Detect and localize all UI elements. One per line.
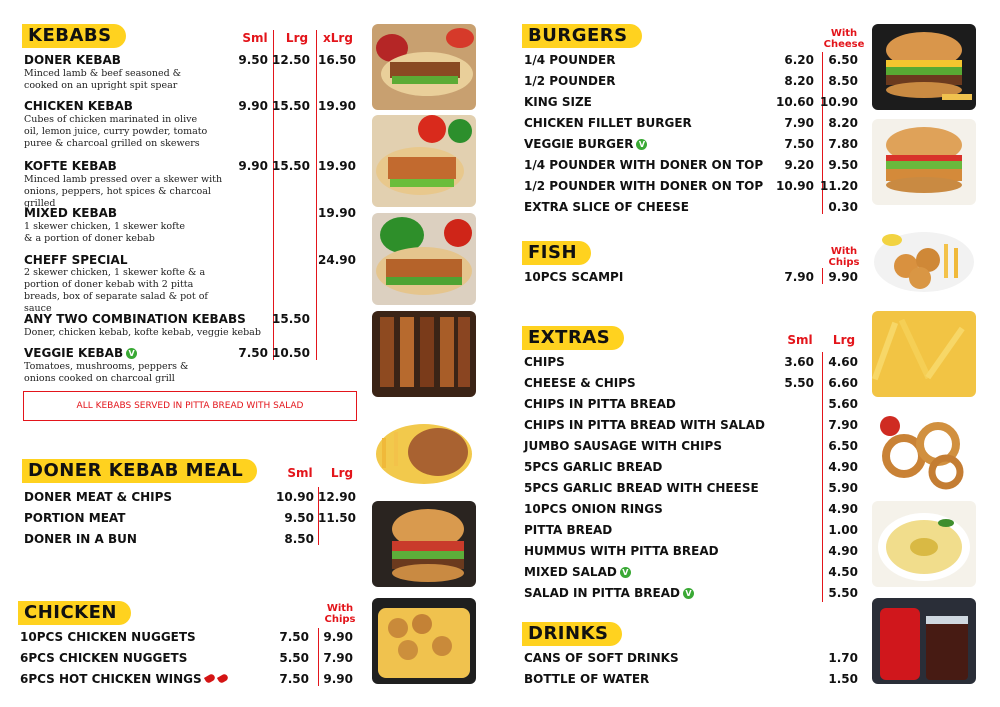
kebabs-banner: KEBABS [22, 24, 126, 48]
chili-icon [204, 673, 216, 684]
menu-item-name: 6PCS CHICKEN NUGGETS [20, 651, 188, 665]
menu-item-name: CHICKEN KEBAB [24, 99, 133, 113]
menu-item-name: CHEESE & CHIPS [524, 376, 636, 390]
price-lrg: 11.20 [820, 179, 858, 193]
menu-item-desc: Cubes of chicken marinated in olive oil, lemon juice, curry powder, tomato puree & charcoal grilled on skewers [24, 114, 208, 149]
chicken-wrap-photo [372, 115, 476, 207]
price-sml: 9.90 [238, 99, 268, 113]
vegetarian-icon: V [636, 139, 647, 150]
kebabs-note: ALL KEBABS SERVED IN PITTA BREAD WITH SALAD [23, 391, 357, 421]
menu-item-name: DONER IN A BUN [24, 532, 137, 546]
menu-item-name: 10PCS ONION RINGS [524, 502, 663, 516]
chili-icon [217, 673, 229, 684]
price-lrg: 4.60 [828, 355, 858, 369]
menu-item-desc: Minced lamb & beef seasoned & cooked on an upright spit spear [24, 68, 182, 91]
price-lrg: 7.90 [323, 651, 353, 665]
price-lrg: 6.60 [828, 376, 858, 390]
menu-item-name: 5PCS GARLIC BREAD [524, 460, 663, 474]
menu-item-name: 5PCS GARLIC BREAD WITH CHEESE [524, 481, 759, 495]
menu-item-label: SALAD IN PITTA BREAD [524, 586, 680, 600]
price-lrg: 15.50 [272, 159, 310, 173]
chicken-banner: CHICKEN [18, 601, 131, 625]
menu-item-name: 1/4 POUNDER [524, 53, 616, 67]
price-sml: 10.90 [276, 490, 314, 504]
kebabs-header-sml: Sml [242, 31, 268, 45]
price-sml: 6.20 [784, 53, 814, 67]
kebabs-header-lrg: Lrg [285, 31, 309, 45]
price-lrg: 1.70 [828, 651, 858, 665]
price-sml: 7.90 [784, 270, 814, 284]
doner-meal-banner: DONER KEBAB MEAL [22, 459, 257, 483]
menu-item-name: MIXED KEBAB [24, 206, 118, 220]
menu-item-name: PORTION MEAT [24, 511, 126, 525]
price-lrg: 9.90 [323, 630, 353, 644]
menu-item-name: DONER KEBAB [24, 53, 121, 67]
price-sml: 9.50 [238, 53, 268, 67]
menu-item-label: MIXED SALAD [524, 565, 617, 579]
price-lrg: 4.50 [828, 565, 858, 579]
price-sml: 7.50 [784, 137, 814, 151]
price-lrg: 7.90 [828, 418, 858, 432]
menu-item-name [24, 346, 137, 360]
fish-banner: FISH [522, 241, 591, 265]
menu-item-name: BOTTLE OF WATER [524, 672, 650, 686]
burger-photo [372, 501, 476, 587]
skewers-photo [372, 311, 476, 397]
price-sml: 10.90 [776, 179, 814, 193]
price-lrg: 6.50 [828, 439, 858, 453]
price-lrg: 11.50 [318, 511, 356, 525]
price-lrg: 12.50 [272, 53, 310, 67]
chicken-burger-photo [872, 119, 976, 205]
price-lrg: 5.90 [828, 481, 858, 495]
price-lrg: 12.90 [318, 490, 356, 504]
menu-item-desc: Doner, chicken kebab, kofte kebab, veggie kebab [24, 327, 261, 338]
price-sml: 5.50 [784, 376, 814, 390]
menu-item-name: JUMBO SAUSAGE WITH CHIPS [524, 439, 722, 453]
menu-item-name: EXTRA SLICE OF CHEESE [524, 200, 689, 214]
extras-banner: EXTRAS [522, 326, 624, 350]
drinks-banner: DRINKS [522, 622, 622, 646]
price-sml: 9.50 [284, 511, 314, 525]
extras-header-sml: Sml [787, 333, 813, 347]
price-lrg: 7.80 [828, 137, 858, 151]
menu-item-desc: Tomatoes, mushrooms, peppers & onions cooked on charcoal grill [24, 361, 189, 384]
price-sml: 10.60 [776, 95, 814, 109]
kebabs-divider-1 [273, 30, 274, 360]
menu-item-name: PITTA BREAD [524, 523, 613, 537]
price-lrg: 5.50 [828, 586, 858, 600]
cola-photo [872, 598, 976, 684]
price-sml: 8.20 [784, 74, 814, 88]
price-sml: 7.50 [238, 346, 268, 360]
menu-item-name: 1/2 POUNDER WITH DONER ON TOP [524, 179, 764, 193]
vegetarian-icon: V [126, 348, 137, 359]
fish-header-with-chips: With Chips [828, 246, 860, 268]
doner-meal-header-lrg: Lrg [330, 466, 354, 480]
menu-item-name: 10PCS CHICKEN NUGGETS [20, 630, 196, 644]
price-lrg: 6.50 [828, 53, 858, 67]
burgers-header-with-cheese: With Cheese [823, 28, 865, 50]
menu-item-desc: Minced lamb pressed over a skewer with onions, peppers, hot spices & charcoal grilled [24, 174, 223, 209]
price-xlrg: 19.90 [318, 99, 356, 113]
chips-photo [872, 311, 976, 397]
menu-item-name: CHICKEN FILLET BURGER [524, 116, 692, 130]
menu-item-name: KING SIZE [524, 95, 592, 109]
price-lrg: 1.00 [828, 523, 858, 537]
price-xlrg: 19.90 [318, 206, 356, 220]
onion-rings-photo [872, 406, 976, 492]
price-sml: 9.90 [238, 159, 268, 173]
menu-item-desc: 2 skewer chicken, 1 skewer kofte & a portion of doner kebab with 2 pitta breads, box of separate salad & pot of sauce [24, 267, 208, 314]
price-xlrg: 19.90 [318, 159, 356, 173]
menu-item-name: KOFTE KEBAB [24, 159, 117, 173]
menu-item-name: 1/4 POUNDER WITH DONER ON TOP [524, 158, 764, 172]
menu-item-name: CHIPS IN PITTA BREAD WITH SALAD [524, 418, 765, 432]
menu-item-name [524, 586, 694, 600]
kofte-wrap-photo [372, 213, 476, 305]
price-lrg: 10.50 [272, 346, 310, 360]
menu-item-name: DONER MEAT & CHIPS [24, 490, 173, 504]
vegetarian-icon: V [683, 588, 694, 599]
price-sml: 7.90 [784, 116, 814, 130]
price-sml: 9.20 [784, 158, 814, 172]
price-lrg: 5.60 [828, 397, 858, 411]
price-sml: 5.50 [279, 651, 309, 665]
kebabs-divider-2 [316, 30, 317, 360]
price-lrg: 9.50 [828, 158, 858, 172]
price-lrg: 4.90 [828, 460, 858, 474]
price-lrg: 15.50 [272, 312, 310, 326]
menu-item-name: CHIPS [524, 355, 565, 369]
menu-item-name: 1/2 POUNDER [524, 74, 616, 88]
doner-chips-photo [372, 408, 476, 494]
price-lrg: 8.20 [828, 116, 858, 130]
vegetarian-icon: V [620, 567, 631, 578]
menu-item-label: 6PCS HOT CHICKEN WINGS [20, 672, 202, 686]
menu-item-name [20, 672, 228, 686]
menu-item-label: VEGGIE BURGER [524, 137, 634, 151]
price-sml: 8.50 [284, 532, 314, 546]
price-lrg: 4.90 [828, 502, 858, 516]
price-lrg: 4.90 [828, 544, 858, 558]
menu-item-name: CHIPS IN PITTA BREAD [524, 397, 676, 411]
menu-item-name: CANS OF SOFT DRINKS [524, 651, 679, 665]
price-lrg: 9.90 [323, 672, 353, 686]
scampi-photo [872, 214, 976, 300]
price-sml: 7.50 [279, 672, 309, 686]
price-lrg: 15.50 [272, 99, 310, 113]
menu-item-name [524, 137, 647, 151]
price-lrg: 1.50 [828, 672, 858, 686]
price-lrg: 8.50 [828, 74, 858, 88]
price-sml: 7.50 [279, 630, 309, 644]
price-lrg: 0.30 [828, 200, 858, 214]
price-sml: 3.60 [784, 355, 814, 369]
burgers-banner: BURGERS [522, 24, 642, 48]
cheeseburger-photo [872, 24, 976, 110]
menu-item-name: ANY TWO COMBINATION KEBABS [24, 312, 246, 326]
menu-item-name: HUMMUS WITH PITTA BREAD [524, 544, 719, 558]
price-xlrg: 16.50 [318, 53, 356, 67]
menu-item-name: CHEFF SPECIAL [24, 253, 128, 267]
hummus-photo [872, 501, 976, 587]
menu-item-desc: 1 skewer chicken, 1 skewer kofte & a portion of doner kebab [24, 221, 186, 244]
menu-item-name [524, 565, 631, 579]
price-lrg: 10.90 [820, 95, 858, 109]
doner-meal-header-sml: Sml [287, 466, 313, 480]
price-lrg: 9.90 [828, 270, 858, 284]
kebabs-header-xlrg: xLrg [323, 31, 353, 45]
extras-header-lrg: Lrg [832, 333, 856, 347]
price-xlrg: 24.90 [318, 253, 356, 267]
chicken-header-with-chips: With Chips [324, 603, 356, 625]
nuggets-chips-photo [372, 598, 476, 684]
doner-wrap-photo [372, 24, 476, 110]
menu-item-name: 10PCS SCAMPI [524, 270, 624, 284]
menu-item-label: VEGGIE KEBAB [24, 346, 124, 360]
